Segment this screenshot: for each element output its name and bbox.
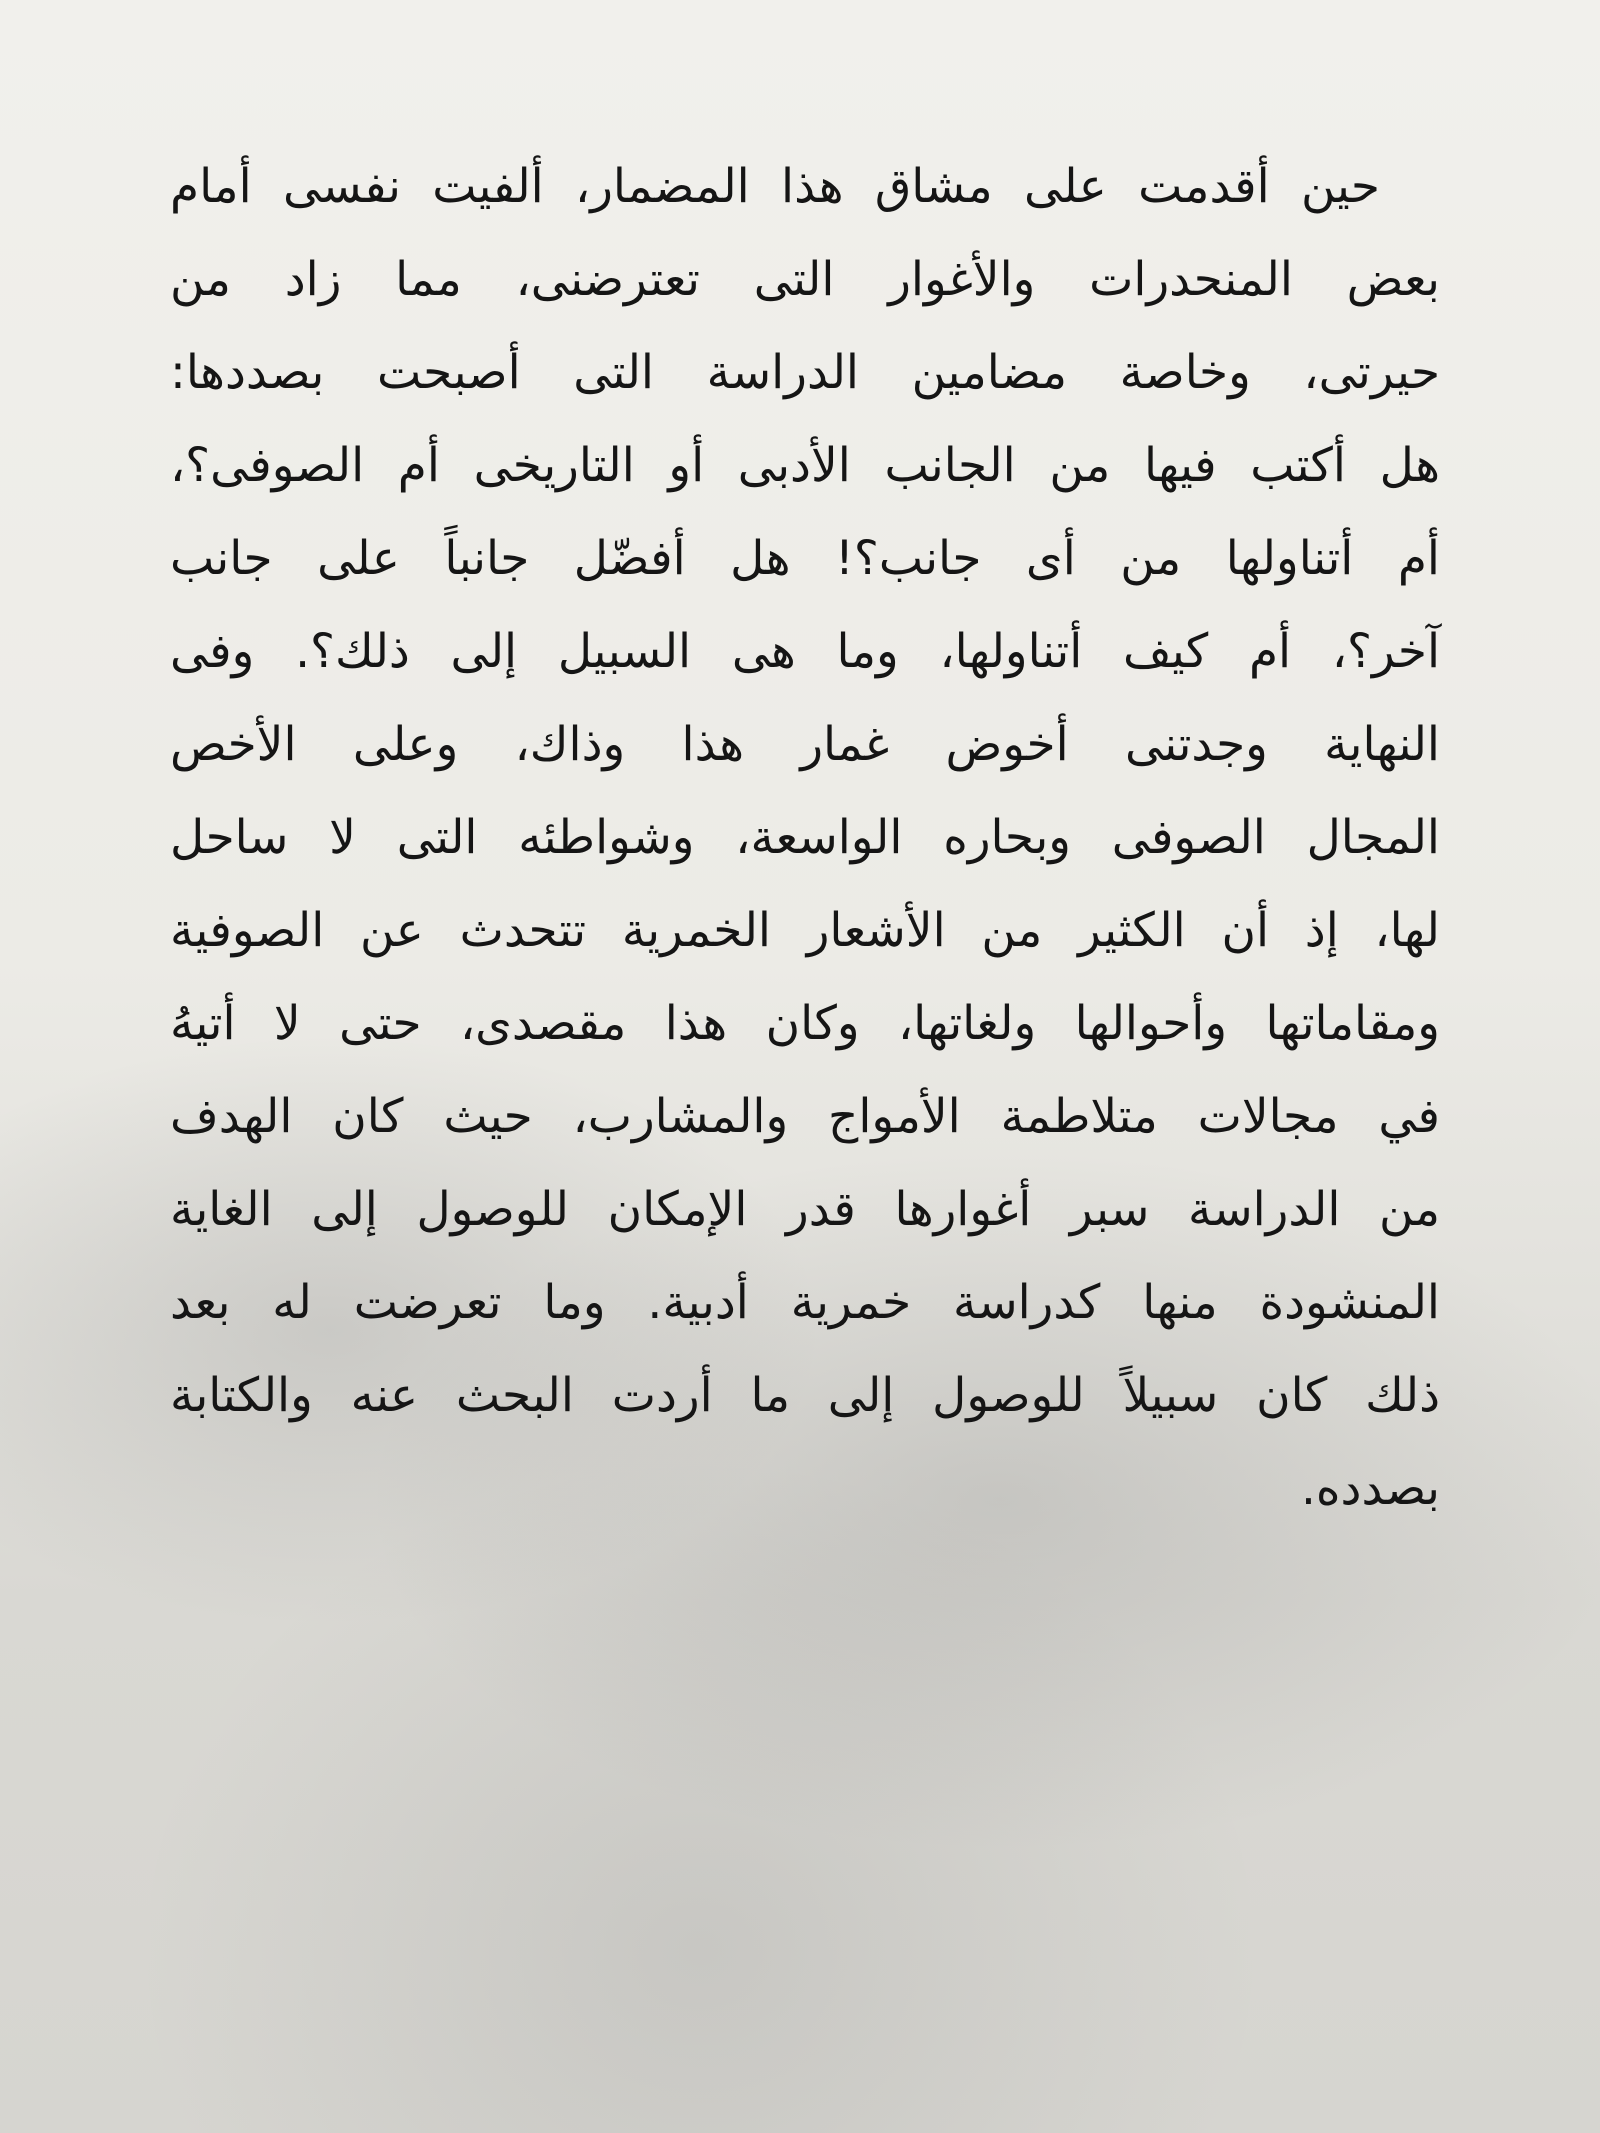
- text-line-1: حين أقدمت على مشاق هذا المضمار، ألفيت نفسى أمام: [170, 159, 1380, 214]
- text-line-2: بعض المنحدرات والأغوار التى تعترضنى، مما زاد من: [170, 252, 1440, 307]
- text-line-7: النهاية وجدتنى أخوض غمار هذا وذاك، وعلى الأخص: [170, 717, 1440, 772]
- text-line-15: بصدده.: [1300, 1461, 1440, 1516]
- text-line-3: حيرتى، وخاصة مضامين الدراسة التى أصبحت بصددها:: [170, 345, 1440, 400]
- body-paragraph: [170, 140, 1440, 1535]
- text-line-4: هل أكتب فيها من الجانب الأدبى أو التاريخى أم الصوفى؟،: [170, 438, 1440, 493]
- text-line-14: ذلك كان سبيلاً للوصول إلى ما أردت البحث عنه والكتابة: [170, 1368, 1440, 1423]
- text-line-6: آخر؟، أم كيف أتناولها، وما هى السبيل إلى ذلك؟. وفى: [170, 624, 1440, 679]
- text-line-11: في مجالات متلاطمة الأمواج والمشارب، حيث كان الهدف: [170, 1089, 1440, 1144]
- text-line-10: ومقاماتها وأحوالها ولغاتها، وكان هذا مقصدى، حتى لا أتيهُ: [170, 996, 1440, 1051]
- text-line-9: لها، إذ أن الكثير من الأشعار الخمرية تتحدث عن الصوفية: [170, 903, 1440, 958]
- text-line-8: المجال الصوفى وبحاره الواسعة، وشواطئه التى لا ساحل: [170, 810, 1440, 865]
- text-line-12: من الدراسة سبر أغوارها قدر الإمكان للوصول إلى الغاية: [170, 1182, 1440, 1237]
- text-line-5: أم أتناولها من أى جانب؟! هل أفضّل جانباً على جانب: [170, 531, 1440, 586]
- text-line-13: المنشودة منها كدراسة خمرية أدبية. وما تعرضت له بعد: [170, 1275, 1440, 1330]
